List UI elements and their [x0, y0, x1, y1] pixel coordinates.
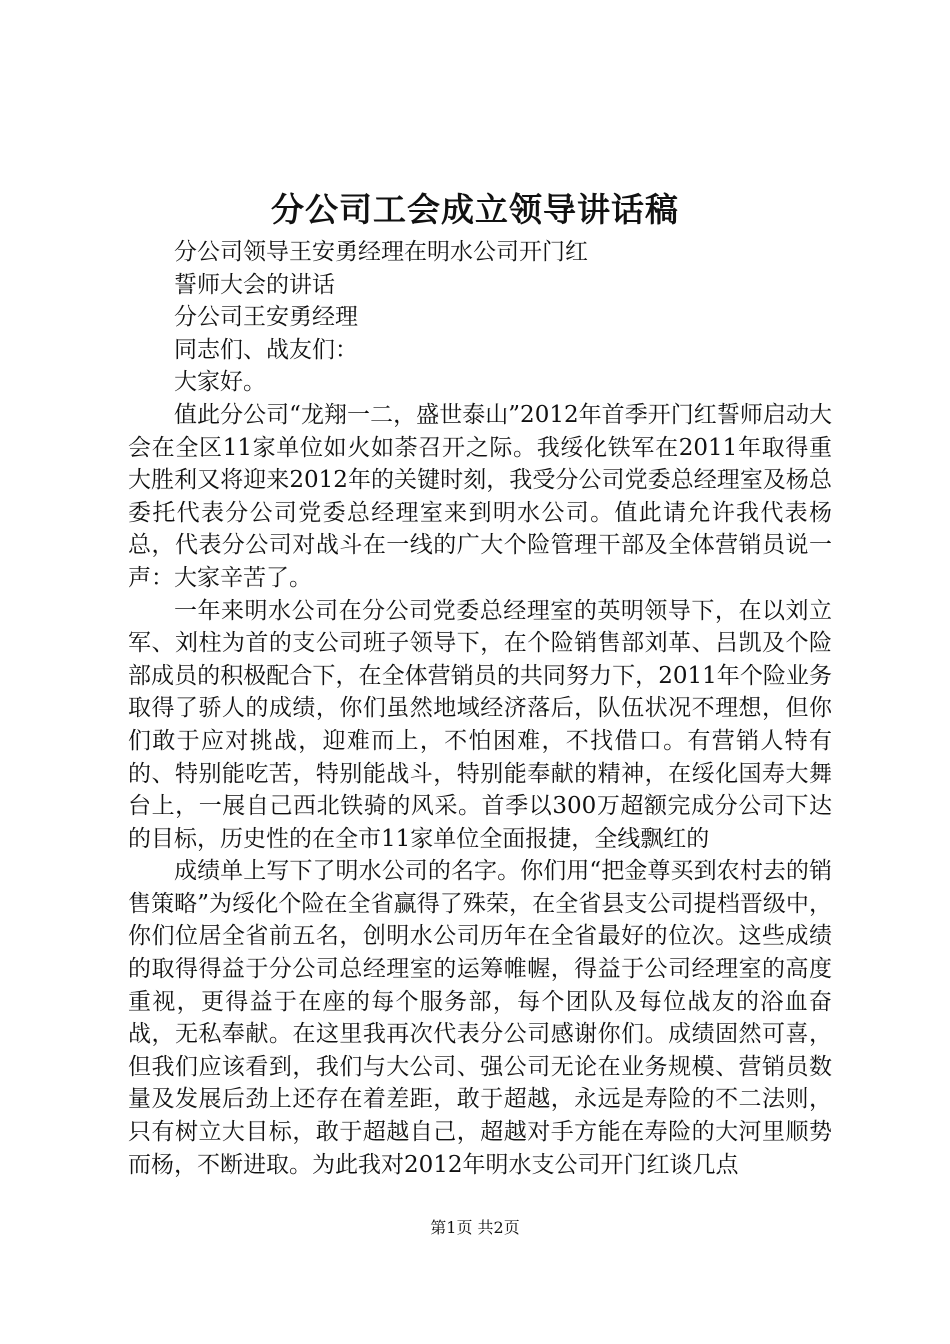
- page-number: 第1页 共2页: [430, 1218, 520, 1237]
- heading-line-1: 分公司领导王安勇经理在明水公司开门红: [174, 239, 588, 265]
- salutation: 同志们、战友们：: [174, 336, 358, 363]
- heading-line-2: 誓师大会的讲话: [174, 271, 335, 298]
- body-paragraph: 成绩单上写下了明水公司的名字。你们用“把金尊买到农村去的销售策略”为绥化个险在全省赢得了殊荣，在全省县支公司提档晋级中，你们位居全省前五名，创明水公司历年在全省最好的位次。这些成绩的取得得益于分公司总经理室的运筹帷幄，得益于公司经理室的高度重视，更得益于在座的每个服务部，每个团队及每位战友的浴血奋战，无私奉献。在这里我再次代表分公司感谢你们。成绩固然可喜，但我们应该看到，我们与大公司、强公司无论在业务规模、营销员数量及发展后劲上还存在着差距，敢于超越，永远是寿险的不二法则，只有树立大目标，敢于超越自己，超越对手方能在寿险的大河里顺势而杨，不断进取。为此我对2012年明水支公司开门红谈几点: [128, 858, 832, 1178]
- greeting: 大家好。: [174, 369, 266, 396]
- speaker-line: 分公司王安勇经理: [174, 304, 358, 331]
- body-paragraph: 一年来明水公司在分公司党委总经理室的英明领导下，在以刘立军、刘柱为首的支公司班子领导下，在个险销售部刘革、吕凯及个险部成员的积极配合下，在全体营销员的共同努力下，2011年个险业务取得了骄人的成绩，你们虽然地域经济落后，队伍状况不理想，但你们敢于应对挑战，迎难而上，不怕困难，不找借口。有营销人特有的、特别能吃苦，特别能战斗，特别能奉献的精神，在绥化国寿大舞台上，一展自己西北铁骑的风采。首季以300万超额完成分公司下达的目标，历史性的在全市11家单位全面报捷，全线飘红的: [128, 597, 832, 852]
- body-paragraph: 值此分公司“龙翔一二，盛世泰山”2012年首季开门红誓师启动大会在全区11家单位如火如荼召开之际。我绥化铁军在2011年取得重大胜利又将迎来2012年的关键时刻，我受分公司党委总经理室及杨总委托代表分公司党委总经理室来到明水公司。值此请允许我代表杨总，代表分公司对战斗在一线的广大个险管理干部及全体营销员说一声：大家辛苦了。: [128, 401, 832, 591]
- document-body: [128, 236, 832, 1181]
- document-title: 分公司工会成立领导讲话稿: [271, 190, 679, 229]
